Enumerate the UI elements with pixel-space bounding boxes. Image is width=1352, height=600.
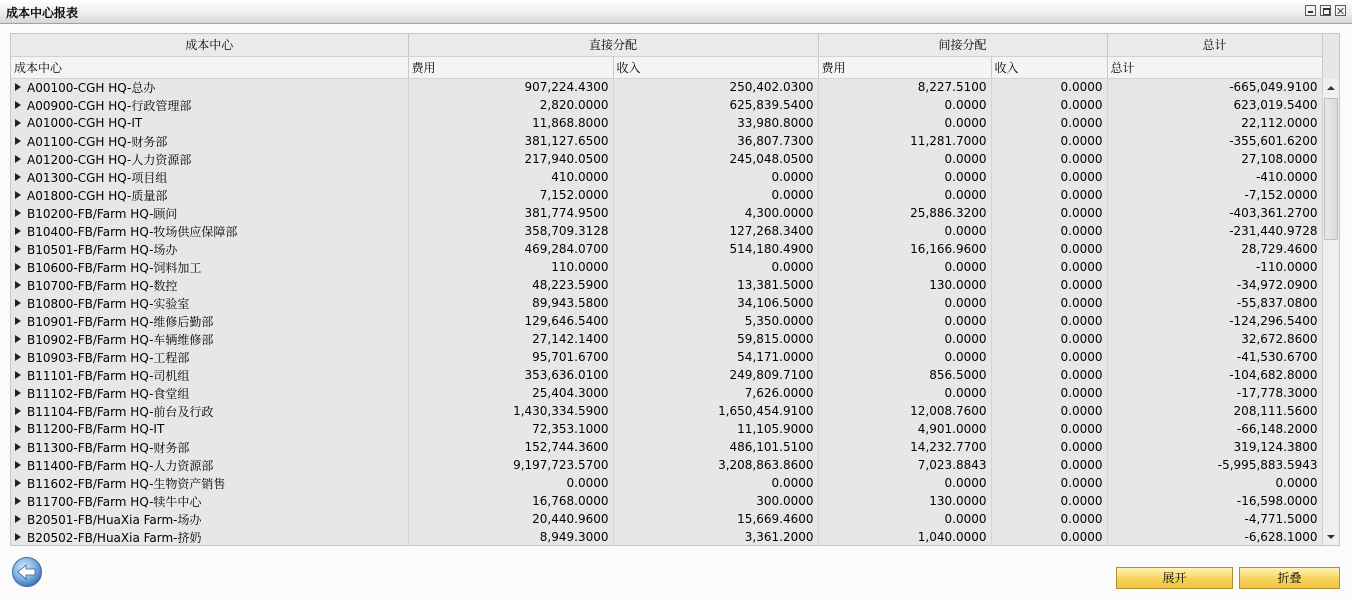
table-row[interactable] xyxy=(11,420,1322,438)
vertical-scrollbar[interactable] xyxy=(1322,79,1339,545)
cost-center-label: B10903-FB/Farm HQ-工程部 xyxy=(27,350,190,365)
cost-center-label: A01100-CGH HQ-财务部 xyxy=(27,134,168,149)
indirect-income-cell[interactable]: 0.0000 xyxy=(991,420,1107,438)
total-cell[interactable]: 27,108.0000 xyxy=(1107,150,1322,168)
group-header-cost-center[interactable]: 成本中心 xyxy=(11,34,408,56)
direct-expense-cell[interactable]: 0.0000 xyxy=(408,474,613,492)
cost-center-cell[interactable] xyxy=(11,456,408,474)
cost-center-cell[interactable] xyxy=(11,96,408,114)
table-row[interactable] xyxy=(11,438,1322,456)
direct-income-cell[interactable]: 15,669.4600 xyxy=(613,510,818,528)
cost-center-cell[interactable] xyxy=(11,420,408,438)
indirect-income-cell[interactable]: 0.0000 xyxy=(991,312,1107,330)
table-row[interactable] xyxy=(11,348,1322,366)
minimize-icon[interactable] xyxy=(1305,5,1316,16)
total-cell[interactable]: -403,361.2700 xyxy=(1107,204,1322,222)
total-cell[interactable]: -110.0000 xyxy=(1107,258,1322,276)
indirect-expense-cell[interactable]: 0.0000 xyxy=(818,186,991,204)
cost-center-label: A01000-CGH HQ-IT xyxy=(27,116,143,130)
expand-triangle-icon[interactable] xyxy=(15,389,21,397)
indirect-expense-cell[interactable]: 0.0000 xyxy=(818,474,991,492)
direct-expense-cell[interactable]: 16,768.0000 xyxy=(408,492,613,510)
indirect-expense-cell[interactable]: 0.0000 xyxy=(818,510,991,528)
indirect-expense-cell[interactable]: 0.0000 xyxy=(818,258,991,276)
expand-triangle-icon[interactable] xyxy=(15,515,21,523)
direct-expense-cell[interactable]: 381,127.6500 xyxy=(408,132,613,150)
table-row[interactable] xyxy=(11,474,1322,492)
total-cell[interactable]: -5,995,883.5943 xyxy=(1107,456,1322,474)
indirect-expense-cell[interactable]: 0.0000 xyxy=(818,96,991,114)
cost-center-cell[interactable] xyxy=(11,186,408,204)
direct-expense-cell[interactable]: 20,440.9600 xyxy=(408,510,613,528)
indirect-expense-cell[interactable]: 7,023.8843 xyxy=(818,456,991,474)
total-cell[interactable]: 623,019.5400 xyxy=(1107,96,1322,114)
scroll-down-icon[interactable] xyxy=(1327,535,1335,539)
table-row[interactable] xyxy=(11,168,1322,186)
expand-triangle-icon[interactable] xyxy=(15,425,21,433)
expand-triangle-icon[interactable] xyxy=(15,83,21,91)
indirect-expense-cell[interactable]: 25,886.3200 xyxy=(818,204,991,222)
indirect-income-cell[interactable]: 0.0000 xyxy=(991,456,1107,474)
cost-center-cell[interactable] xyxy=(11,222,408,240)
direct-income-cell[interactable]: 54,171.0000 xyxy=(613,348,818,366)
cost-center-cell[interactable] xyxy=(11,402,408,420)
cost-center-label: B10501-FB/Farm HQ-场办 xyxy=(27,242,178,257)
direct-income-cell[interactable]: 0.0000 xyxy=(613,168,818,186)
cost-center-cell[interactable] xyxy=(11,132,408,150)
indirect-income-cell[interactable]: 0.0000 xyxy=(991,330,1107,348)
direct-income-cell[interactable]: 0.0000 xyxy=(613,474,818,492)
direct-income-cell[interactable]: 300.0000 xyxy=(613,492,818,510)
table-row[interactable] xyxy=(11,114,1322,132)
cost-center-cell[interactable] xyxy=(11,240,408,258)
table-row[interactable] xyxy=(11,186,1322,204)
cost-center-label: A00900-CGH HQ-行政管理部 xyxy=(27,98,192,113)
indirect-expense-cell[interactable]: 0.0000 xyxy=(818,348,991,366)
indirect-expense-cell[interactable]: 8,227.5100 xyxy=(818,78,991,96)
cost-center-cell[interactable] xyxy=(11,204,408,222)
direct-income-cell[interactable]: 625,839.5400 xyxy=(613,96,818,114)
indirect-expense-cell[interactable]: 0.0000 xyxy=(818,114,991,132)
direct-income-cell[interactable]: 3,361.2000 xyxy=(613,528,818,546)
table-row[interactable] xyxy=(11,510,1322,528)
indirect-expense-cell[interactable]: 0.0000 xyxy=(818,312,991,330)
direct-income-cell[interactable]: 3,208,863.8600 xyxy=(613,456,818,474)
total-cell[interactable]: -6,628.1000 xyxy=(1107,528,1322,546)
direct-income-cell[interactable]: 250,402.0300 xyxy=(613,78,818,96)
collapse-button[interactable]: 折叠 xyxy=(1239,567,1340,589)
total-cell[interactable]: -7,152.0000 xyxy=(1107,186,1322,204)
indirect-expense-cell[interactable]: 4,901.0000 xyxy=(818,420,991,438)
report-table xyxy=(11,34,1323,546)
direct-expense-cell[interactable]: 1,430,334.5900 xyxy=(408,402,613,420)
cost-center-label: B10600-FB/Farm HQ-饲料加工 xyxy=(27,260,202,275)
direct-expense-cell[interactable]: 2,820.0000 xyxy=(408,96,613,114)
direct-income-cell[interactable]: 59,815.0000 xyxy=(613,330,818,348)
expand-triangle-icon[interactable] xyxy=(15,443,21,451)
table-row[interactable] xyxy=(11,258,1322,276)
table-row[interactable] xyxy=(11,528,1322,546)
table-row[interactable] xyxy=(11,78,1322,96)
direct-income-cell[interactable]: 11,105.9000 xyxy=(613,420,818,438)
indirect-income-cell[interactable]: 0.0000 xyxy=(991,114,1107,132)
indirect-expense-cell[interactable]: 130.0000 xyxy=(818,276,991,294)
table-row[interactable] xyxy=(11,240,1322,258)
indirect-income-cell[interactable]: 0.0000 xyxy=(991,294,1107,312)
expand-triangle-icon[interactable] xyxy=(15,245,21,253)
direct-expense-cell[interactable]: 95,701.6700 xyxy=(408,348,613,366)
total-cell[interactable]: -66,148.2000 xyxy=(1107,420,1322,438)
indirect-expense-cell[interactable]: 16,166.9600 xyxy=(818,240,991,258)
indirect-income-cell[interactable]: 0.0000 xyxy=(991,402,1107,420)
cost-center-label: B11400-FB/Farm HQ-人力资源部 xyxy=(27,458,214,473)
expand-triangle-icon[interactable] xyxy=(15,353,21,361)
direct-expense-cell[interactable]: 7,152.0000 xyxy=(408,186,613,204)
direct-income-cell[interactable]: 36,807.7300 xyxy=(613,132,818,150)
indirect-income-cell[interactable]: 0.0000 xyxy=(991,258,1107,276)
window-title: 成本中心报表 xyxy=(6,6,79,20)
column-header-direct-expense[interactable]: 费用 xyxy=(408,56,613,78)
close-icon[interactable] xyxy=(1335,5,1346,16)
indirect-income-cell[interactable]: 0.0000 xyxy=(991,348,1107,366)
cost-center-cell[interactable] xyxy=(11,150,408,168)
direct-income-cell[interactable]: 33,980.8000 xyxy=(613,114,818,132)
expand-triangle-icon[interactable] xyxy=(15,407,21,415)
total-cell[interactable]: -665,049.9100 xyxy=(1107,78,1322,96)
indirect-expense-cell[interactable]: 14,232.7700 xyxy=(818,438,991,456)
cost-center-label: B11102-FB/Farm HQ-食堂组 xyxy=(27,386,190,401)
direct-income-cell[interactable]: 5,350.0000 xyxy=(613,312,818,330)
cost-center-cell[interactable] xyxy=(11,78,408,96)
cost-center-cell[interactable] xyxy=(11,258,408,276)
direct-expense-cell[interactable]: 8,949.3000 xyxy=(408,528,613,546)
table-body xyxy=(11,78,1322,546)
table-row[interactable] xyxy=(11,312,1322,330)
expand-button[interactable]: 展开 xyxy=(1116,567,1233,589)
maximize-icon[interactable] xyxy=(1320,5,1331,16)
cost-center-cell[interactable] xyxy=(11,348,408,366)
indirect-income-cell[interactable]: 0.0000 xyxy=(991,186,1107,204)
expand-triangle-icon[interactable] xyxy=(15,155,21,163)
cost-center-label: B20502-FB/HuaXia Farm-挤奶 xyxy=(27,530,202,545)
indirect-income-cell[interactable]: 0.0000 xyxy=(991,78,1107,96)
column-header-direct-income[interactable]: 收入 xyxy=(613,56,818,78)
indirect-expense-cell[interactable]: 12,008.7600 xyxy=(818,402,991,420)
indirect-income-cell[interactable]: 0.0000 xyxy=(991,492,1107,510)
column-header-indirect-income[interactable]: 收入 xyxy=(991,56,1107,78)
back-arrow-icon[interactable] xyxy=(11,556,43,588)
direct-income-cell[interactable]: 0.0000 xyxy=(613,258,818,276)
total-cell[interactable]: -16,598.0000 xyxy=(1107,492,1322,510)
cost-center-label: A01300-CGH HQ-项目组 xyxy=(27,170,168,185)
direct-expense-cell[interactable]: 25,404.3000 xyxy=(408,384,613,402)
indirect-expense-cell[interactable]: 0.0000 xyxy=(818,150,991,168)
direct-expense-cell[interactable]: 381,774.9500 xyxy=(408,204,613,222)
group-header-indirect[interactable]: 间接分配 xyxy=(818,34,1107,56)
total-cell[interactable]: -17,778.3000 xyxy=(1107,384,1322,402)
table-row[interactable] xyxy=(11,132,1322,150)
expand-triangle-icon[interactable] xyxy=(15,371,21,379)
cost-center-cell[interactable] xyxy=(11,438,408,456)
cost-center-label: B10902-FB/Farm HQ-车辆维修部 xyxy=(27,332,214,347)
expand-triangle-icon[interactable] xyxy=(15,209,21,217)
direct-expense-cell[interactable]: 27,142.1400 xyxy=(408,330,613,348)
group-header-direct[interactable]: 直接分配 xyxy=(408,34,818,56)
cost-center-cell[interactable] xyxy=(11,510,408,528)
indirect-expense-cell[interactable]: 0.0000 xyxy=(818,384,991,402)
cost-center-cell[interactable] xyxy=(11,114,408,132)
direct-expense-cell[interactable]: 110.0000 xyxy=(408,258,613,276)
expand-triangle-icon[interactable] xyxy=(15,461,21,469)
direct-income-cell[interactable]: 249,809.7100 xyxy=(613,366,818,384)
direct-expense-cell[interactable]: 129,646.5400 xyxy=(408,312,613,330)
expand-triangle-icon[interactable] xyxy=(15,173,21,181)
indirect-income-cell[interactable]: 0.0000 xyxy=(991,510,1107,528)
direct-income-cell[interactable]: 127,268.3400 xyxy=(613,222,818,240)
cost-center-label: B11700-FB/Farm HQ-犊牛中心 xyxy=(27,494,202,509)
scroll-up-icon[interactable] xyxy=(1327,86,1335,90)
cost-center-label: B10800-FB/Farm HQ-实验室 xyxy=(27,296,190,311)
indirect-income-cell[interactable]: 0.0000 xyxy=(991,240,1107,258)
cost-center-label: B10400-FB/Farm HQ-牧场供应保障部 xyxy=(27,224,238,239)
indirect-income-cell[interactable]: 0.0000 xyxy=(991,384,1107,402)
column-header-indirect-expense[interactable]: 费用 xyxy=(818,56,991,78)
direct-expense-cell[interactable]: 358,709.3128 xyxy=(408,222,613,240)
indirect-expense-cell[interactable]: 0.0000 xyxy=(818,294,991,312)
table-row[interactable] xyxy=(11,384,1322,402)
direct-expense-cell[interactable]: 89,943.5800 xyxy=(408,294,613,312)
direct-expense-cell[interactable]: 410.0000 xyxy=(408,168,613,186)
cost-center-label: B11300-FB/Farm HQ-财务部 xyxy=(27,440,190,455)
cost-center-cell[interactable] xyxy=(11,276,408,294)
cost-center-label: B11101-FB/Farm HQ-司机组 xyxy=(27,368,190,383)
cost-center-cell[interactable] xyxy=(11,294,408,312)
table-row[interactable] xyxy=(11,276,1322,294)
total-cell[interactable]: -231,440.9728 xyxy=(1107,222,1322,240)
scroll-thumb[interactable] xyxy=(1324,98,1338,240)
direct-expense-cell[interactable]: 11,868.8000 xyxy=(408,114,613,132)
direct-income-cell[interactable]: 34,106.5000 xyxy=(613,294,818,312)
direct-expense-cell[interactable]: 217,940.0500 xyxy=(408,150,613,168)
direct-expense-cell[interactable]: 9,197,723.5700 xyxy=(408,456,613,474)
cost-center-cell[interactable] xyxy=(11,366,408,384)
table-row[interactable] xyxy=(11,330,1322,348)
indirect-income-cell[interactable]: 0.0000 xyxy=(991,96,1107,114)
expand-triangle-icon[interactable] xyxy=(15,335,21,343)
total-cell[interactable]: 319,124.3800 xyxy=(1107,438,1322,456)
direct-income-cell[interactable]: 486,101.5100 xyxy=(613,438,818,456)
expand-triangle-icon[interactable] xyxy=(15,119,21,127)
column-header-total[interactable]: 总计 xyxy=(1107,56,1322,78)
expand-triangle-icon[interactable] xyxy=(15,101,21,109)
cost-center-label: B10901-FB/Farm HQ-维修后勤部 xyxy=(27,314,214,329)
cost-center-label: A01800-CGH HQ-质量部 xyxy=(27,188,168,203)
indirect-expense-cell[interactable]: 856.5000 xyxy=(818,366,991,384)
cost-center-cell[interactable] xyxy=(11,168,408,186)
direct-income-cell[interactable]: 245,048.0500 xyxy=(613,150,818,168)
expand-triangle-icon[interactable] xyxy=(15,227,21,235)
expand-triangle-icon[interactable] xyxy=(15,533,21,541)
cost-center-label: B11200-FB/Farm HQ-IT xyxy=(27,422,165,436)
indirect-income-cell[interactable]: 0.0000 xyxy=(991,438,1107,456)
cost-center-cell[interactable] xyxy=(11,474,408,492)
cost-center-cell[interactable] xyxy=(11,492,408,510)
direct-expense-cell[interactable]: 469,284.0700 xyxy=(408,240,613,258)
total-cell[interactable]: -124,296.5400 xyxy=(1107,312,1322,330)
indirect-income-cell[interactable]: 0.0000 xyxy=(991,276,1107,294)
expand-triangle-icon[interactable] xyxy=(15,299,21,307)
direct-income-cell[interactable]: 7,626.0000 xyxy=(613,384,818,402)
expand-triangle-icon[interactable] xyxy=(15,191,21,199)
cost-center-cell[interactable] xyxy=(11,528,408,546)
table-row[interactable] xyxy=(11,204,1322,222)
direct-income-cell[interactable]: 4,300.0000 xyxy=(613,204,818,222)
direct-expense-cell[interactable]: 152,744.3600 xyxy=(408,438,613,456)
indirect-income-cell[interactable]: 0.0000 xyxy=(991,168,1107,186)
indirect-expense-cell[interactable]: 11,281.7000 xyxy=(818,132,991,150)
total-cell[interactable]: 22,112.0000 xyxy=(1107,114,1322,132)
cost-center-label: B20501-FB/HuaXia Farm-场办 xyxy=(27,512,202,527)
total-cell[interactable]: -104,682.8000 xyxy=(1107,366,1322,384)
table-row[interactable] xyxy=(11,294,1322,312)
indirect-expense-cell[interactable]: 130.0000 xyxy=(818,492,991,510)
indirect-income-cell[interactable]: 0.0000 xyxy=(991,474,1107,492)
direct-income-cell[interactable]: 0.0000 xyxy=(613,186,818,204)
group-header-total[interactable]: 总计 xyxy=(1107,34,1322,56)
total-cell[interactable]: 32,672.8600 xyxy=(1107,330,1322,348)
cost-center-cell[interactable] xyxy=(11,312,408,330)
total-cell[interactable]: -55,837.0800 xyxy=(1107,294,1322,312)
cost-center-label: B11602-FB/Farm HQ-生物资产销售 xyxy=(27,476,226,491)
cost-center-label: B10200-FB/Farm HQ-顾问 xyxy=(27,206,178,221)
total-cell[interactable]: -410.0000 xyxy=(1107,168,1322,186)
table-row[interactable] xyxy=(11,222,1322,240)
table-row[interactable] xyxy=(11,366,1322,384)
cost-center-label: B10700-FB/Farm HQ-数控 xyxy=(27,278,178,293)
total-cell[interactable]: -4,771.5000 xyxy=(1107,510,1322,528)
direct-expense-cell[interactable]: 353,636.0100 xyxy=(408,366,613,384)
table-row[interactable] xyxy=(11,402,1322,420)
table-row[interactable] xyxy=(11,492,1322,510)
cost-center-cell[interactable] xyxy=(11,384,408,402)
indirect-expense-cell[interactable]: 1,040.0000 xyxy=(818,528,991,546)
indirect-income-cell[interactable]: 0.0000 xyxy=(991,528,1107,546)
indirect-income-cell[interactable]: 0.0000 xyxy=(991,366,1107,384)
cost-center-cell[interactable] xyxy=(11,330,408,348)
total-cell[interactable]: -41,530.6700 xyxy=(1107,348,1322,366)
expand-triangle-icon[interactable] xyxy=(15,479,21,487)
indirect-income-cell[interactable]: 0.0000 xyxy=(991,132,1107,150)
total-cell[interactable]: 208,111.5600 xyxy=(1107,402,1322,420)
indirect-income-cell[interactable]: 0.0000 xyxy=(991,222,1107,240)
direct-income-cell[interactable]: 13,381.5000 xyxy=(613,276,818,294)
direct-income-cell[interactable]: 1,650,454.9100 xyxy=(613,402,818,420)
direct-expense-cell[interactable]: 48,223.5900 xyxy=(408,276,613,294)
cost-center-grid xyxy=(10,33,1340,546)
table-row[interactable] xyxy=(11,150,1322,168)
total-cell[interactable]: -355,601.6200 xyxy=(1107,132,1322,150)
indirect-income-cell[interactable]: 0.0000 xyxy=(991,204,1107,222)
indirect-expense-cell[interactable]: 0.0000 xyxy=(818,222,991,240)
cost-center-label: A01200-CGH HQ-人力资源部 xyxy=(27,152,192,167)
expand-triangle-icon[interactable] xyxy=(15,263,21,271)
indirect-income-cell[interactable]: 0.0000 xyxy=(991,150,1107,168)
expand-triangle-icon[interactable] xyxy=(15,317,21,325)
title-bar xyxy=(0,0,1352,24)
direct-expense-cell[interactable]: 72,353.1000 xyxy=(408,420,613,438)
expand-triangle-icon[interactable] xyxy=(15,281,21,289)
expand-triangle-icon[interactable] xyxy=(15,497,21,505)
indirect-expense-cell[interactable]: 0.0000 xyxy=(818,168,991,186)
cost-center-label: B11104-FB/Farm HQ-前台及行政 xyxy=(27,404,214,419)
total-cell[interactable]: 0.0000 xyxy=(1107,474,1322,492)
indirect-expense-cell[interactable]: 0.0000 xyxy=(818,330,991,348)
table-row[interactable] xyxy=(11,456,1322,474)
direct-expense-cell[interactable]: 907,224.4300 xyxy=(408,78,613,96)
direct-income-cell[interactable]: 514,180.4900 xyxy=(613,240,818,258)
total-cell[interactable]: -34,972.0900 xyxy=(1107,276,1322,294)
column-header-cost-center[interactable]: 成本中心 xyxy=(11,56,408,78)
cost-center-label: A00100-CGH HQ-总办 xyxy=(27,80,156,95)
total-cell[interactable]: 28,729.4600 xyxy=(1107,240,1322,258)
table-row[interactable] xyxy=(11,96,1322,114)
expand-triangle-icon[interactable] xyxy=(15,137,21,145)
